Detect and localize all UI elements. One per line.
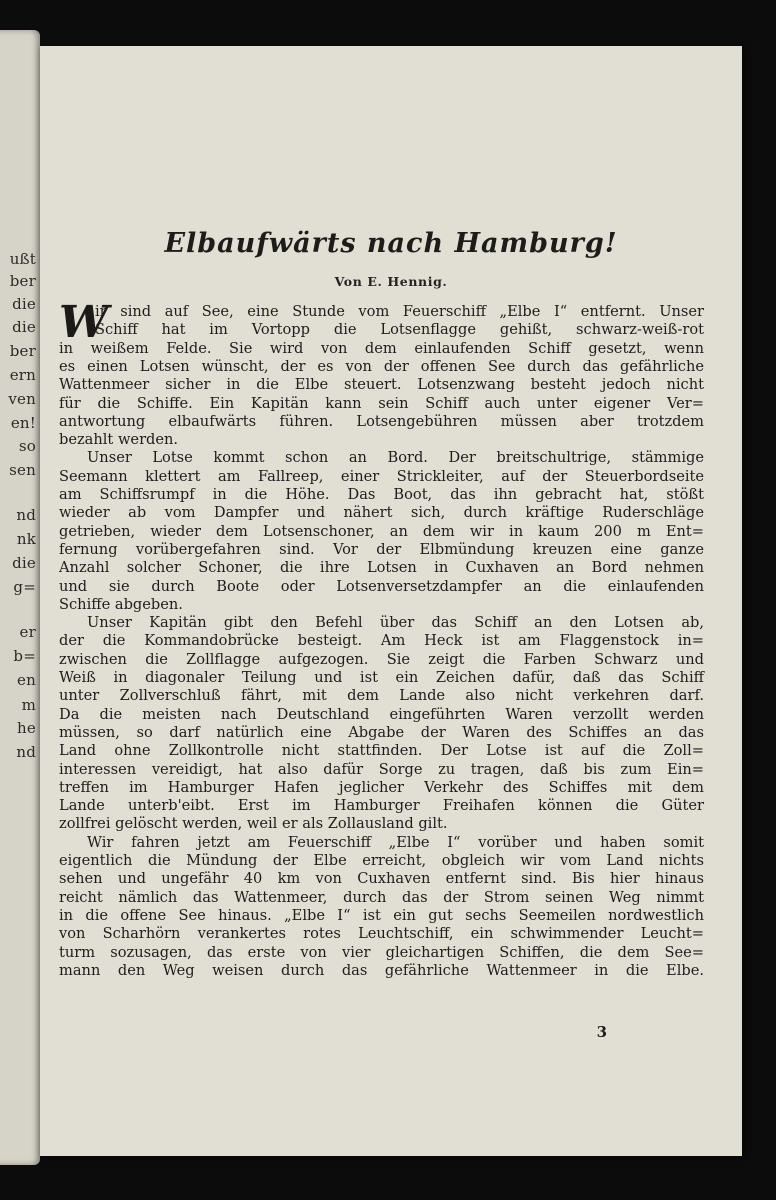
previous-page-fragment: die xyxy=(12,554,36,572)
previous-page-fragment: en! xyxy=(10,414,36,432)
text-line: Schiff hat im Vortopp die Lotsenflagge gehißt, schwarz-weiß-rot xyxy=(95,321,704,339)
text-line: Wir fahren jetzt am Feuerschiff „Elbe I“ vorüber und haben somit xyxy=(87,833,704,851)
text-line: unter Zollverschluß fährt, mit dem Lande also nicht verkehren darf. xyxy=(59,687,704,705)
text-line: in weißem Felde. Sie wird von dem einlaufenden Schiff gesetzt, wenn xyxy=(59,339,704,357)
previous-page-fragment: ber xyxy=(9,342,36,360)
previous-page-fragment: nd xyxy=(16,743,36,761)
text-line: Anzahl solcher Schoner, die ihre Lotsen in Cuxhaven an Bord nehmen xyxy=(59,559,704,577)
text-line: Da die meisten nach Deutschland eingeführten Waren verzollt werden xyxy=(59,705,704,723)
text-line: Lande unterb'eibt. Erst im Hamburger Freihafen können die Güter xyxy=(59,797,704,815)
previous-page-fragment: ber xyxy=(9,272,36,290)
page-number: 3 xyxy=(596,1023,607,1041)
text-line: Land ohne Zollkontrolle nicht stattfinden. Der Lotse ist auf die Zoll= xyxy=(59,742,704,760)
previous-page-fragment: g= xyxy=(13,578,36,596)
previous-page-edge xyxy=(0,30,40,1165)
text-line: interessen vereidigt, hat also dafür Sorge zu tragen, daß bis zum Ein= xyxy=(59,760,704,778)
previous-page-fragment: b= xyxy=(13,647,36,665)
text-line: Weiß in diagonaler Teilung und ist ein Zeichen dafür, daß das Schiff xyxy=(59,669,704,686)
text-line: in die offene See hinaus. „Elbe I“ ist ein gut sechs Seemeilen nordwestlich xyxy=(59,906,704,924)
text-line: für die Schiffe. Ein Kapitän kann sein Schiff auch unter eigener Ver= xyxy=(59,394,704,412)
text-line: es einen Lotsen wünscht, der es von der offenen See durch das gefährliche xyxy=(59,357,704,375)
text-line: Schiffe abgeben. xyxy=(59,595,183,613)
text-line: der die Kommandobrücke besteigt. Am Heck ist am Flaggenstock in= xyxy=(59,632,704,650)
text-line: von Scharhörn verankertes rotes Leuchtschiff, ein schwimmender Leucht= xyxy=(59,925,704,943)
text-line: Unser Lotse kommt schon an Bord. Der breitschultrige, stämmige xyxy=(87,449,704,467)
text-line: zwischen die Zollflagge aufgezogen. Sie zeigt die Farben Schwarz und xyxy=(59,650,704,668)
text-line: wieder ab vom Dampfer und nähert sich, durch kräftige Ruderschläge xyxy=(59,504,704,522)
previous-page-fragment: sen xyxy=(9,461,36,479)
previous-page-fragment: ven xyxy=(8,390,36,408)
previous-page-fragment: so xyxy=(18,437,36,455)
article-byline: Von E. Hennig. xyxy=(334,274,448,289)
drop-cap: W xyxy=(59,297,109,348)
previous-page-fragment: en xyxy=(17,671,36,689)
text-line: antwortung elbaufwärts führen. Lotsengebühren müssen aber trotzdem xyxy=(59,412,704,430)
text-line: Unser Kapitän gibt den Befehl über das Schiff an den Lotsen ab, xyxy=(87,614,704,632)
text-line: am Schiffsrumpf in die Höhe. Das Boot, das ihn gebracht hat, stößt xyxy=(59,486,704,503)
text-line: sehen und ungefähr 40 km von Cuxhaven entfernt sind. Bis hier hinaus xyxy=(59,870,704,888)
text-line: und sie durch Boote oder Lotsenversetzdampfer an die einlaufenden xyxy=(59,577,704,595)
previous-page-fragment: nd xyxy=(16,506,36,524)
previous-page-fragment: ern xyxy=(9,366,36,384)
text-line: bezahlt werden. xyxy=(59,431,179,449)
previous-page-fragment: die xyxy=(12,295,36,313)
text-line: reicht nämlich das Wattenmeer, durch das der Strom seinen Weg nimmt xyxy=(59,888,704,906)
text-line: fernung vorübergefahren sind. Vor der Elbmündung kreuzen eine ganze xyxy=(59,540,704,558)
previous-page-fragment: m xyxy=(21,696,36,714)
text-line: eigentlich die Mündung der Elbe erreicht, obgleich wir vom Land nichts xyxy=(59,852,704,869)
previous-page-fragment: nk xyxy=(16,530,36,548)
book-page xyxy=(40,46,742,1156)
text-line: getrieben, wieder dem Lotsenschoner, an dem wir in kaum 200 m Ent= xyxy=(59,522,704,540)
text-line: zollfrei gelöscht werden, weil er als Zollausland gilt. xyxy=(59,815,448,833)
text-line: Seemann klettert am Fallreep, einer Strickleiter, auf der Steuerbordseite xyxy=(59,467,704,485)
previous-page-fragment: ußt xyxy=(9,250,36,268)
text-line: ir sind auf See, eine Stunde vom Feuerschiff „Elbe I“ entfernt. Unser xyxy=(95,303,704,320)
previous-page-fragment: he xyxy=(17,719,36,737)
text-line: müssen, so darf natürlich eine Abgabe der Waren des Schiffes an das xyxy=(59,723,704,741)
previous-page-fragment: er xyxy=(19,623,36,641)
article-title: Elbaufwärts nach Hamburg! xyxy=(164,228,618,259)
text-line: Wattenmeer sicher in die Elbe steuert. Lotsenzwang besteht jedoch nicht xyxy=(59,376,704,394)
text-line: treffen im Hamburger Hafen jeglicher Verkehr des Schiffes mit dem xyxy=(59,778,704,796)
text-line: mann den Weg weisen durch das gefährliche Wattenmeer in die Elbe. xyxy=(59,961,704,979)
previous-page-fragment: die xyxy=(12,318,36,336)
text-line: turm sozusagen, das erste von vier gleichartigen Schiffen, die dem See= xyxy=(59,943,704,961)
